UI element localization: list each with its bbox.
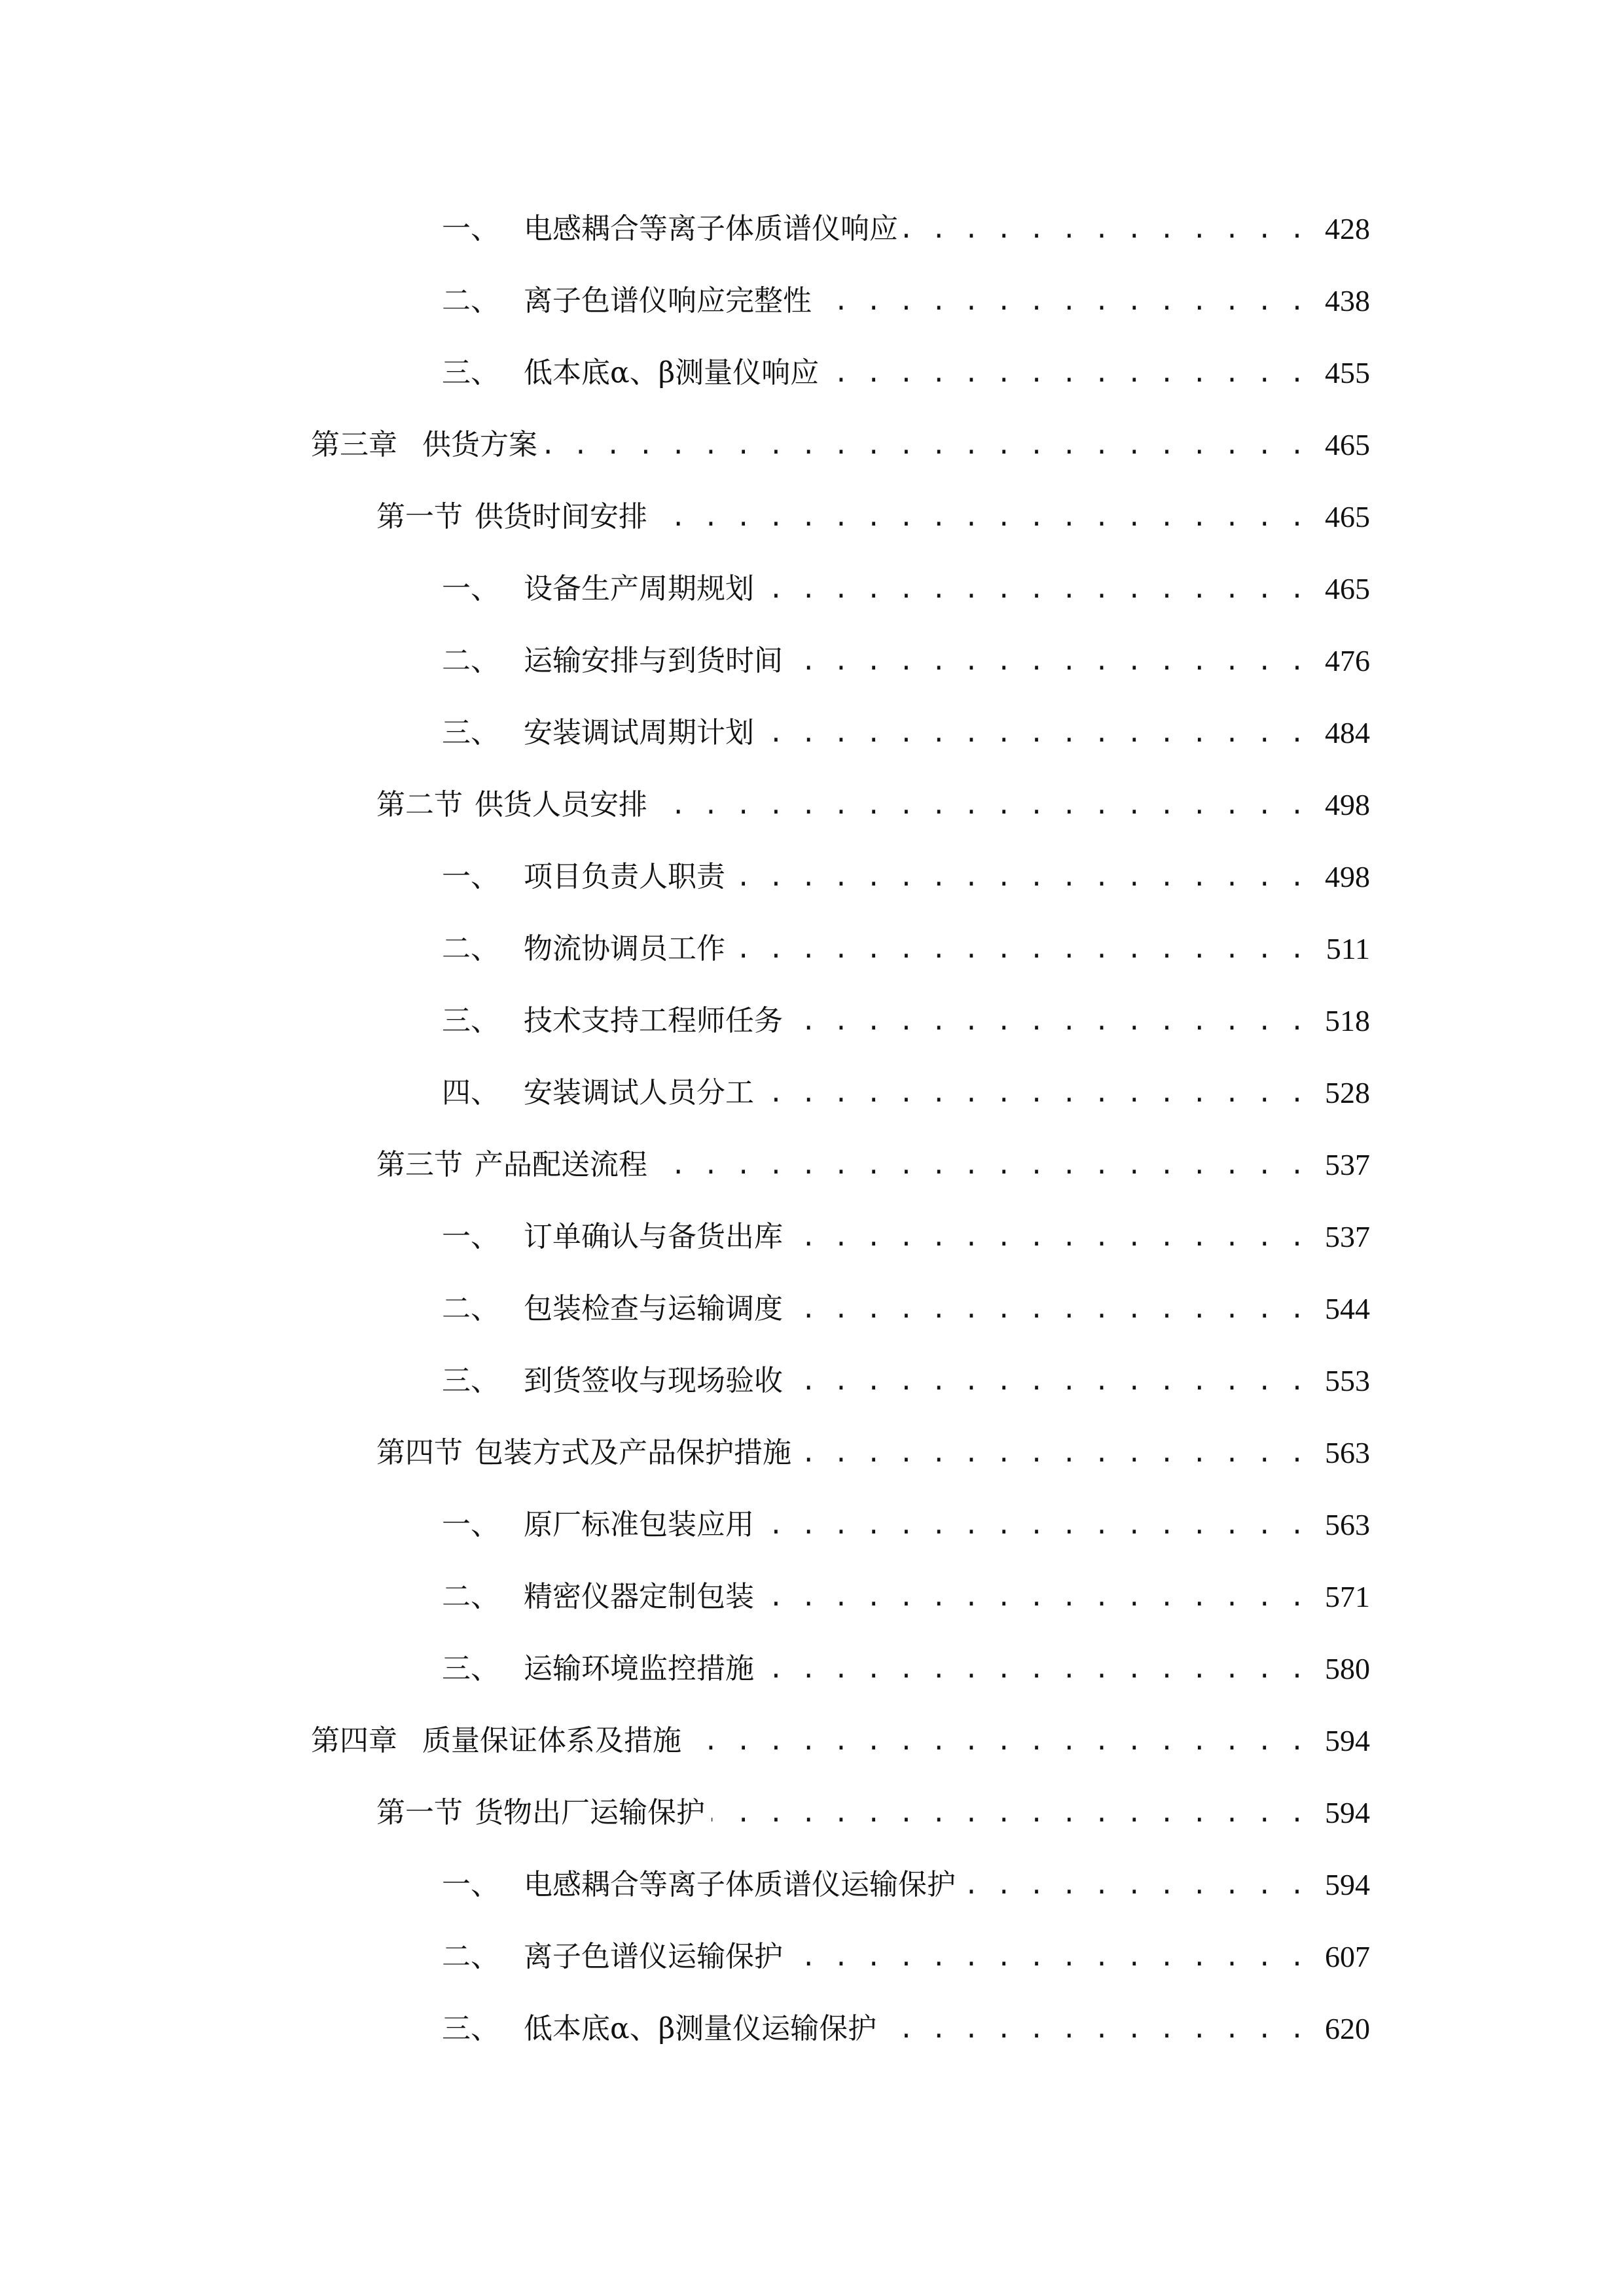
toc-entry-page: 571 <box>1325 1580 1370 1613</box>
toc-entry[interactable] <box>442 635 1370 687</box>
dot-leader <box>761 1571 1311 1623</box>
toc-entry-page: 563 <box>1325 1508 1370 1541</box>
toc-entry-title: 设备生产周期规划 <box>524 572 754 605</box>
toc-entry-number: 第三节 <box>376 1148 463 1181</box>
toc-entry[interactable] <box>442 1355 1370 1407</box>
toc-entry-number: 一、 <box>442 860 499 893</box>
toc-entry-number: 二、 <box>442 1940 499 1973</box>
toc-entry-page: 438 <box>1325 284 1370 317</box>
toc-entry-title: 产品配送流程 <box>475 1148 647 1181</box>
toc-entry-page: 563 <box>1325 1436 1370 1469</box>
toc-entry-page: 498 <box>1325 788 1370 821</box>
toc-entry-number: 第四节 <box>376 1436 463 1469</box>
toc-entry[interactable] <box>376 779 1370 831</box>
toc-entry[interactable] <box>442 1931 1370 1983</box>
toc-entry-title: 低本底α、β测量仪响应 <box>524 356 820 389</box>
dot-leader <box>789 1931 1311 1983</box>
toc-entry[interactable] <box>442 1859 1370 1911</box>
dot-leader <box>825 347 1311 399</box>
toc-entry-title: 订单确认与备货出库 <box>524 1220 783 1253</box>
toc-entry[interactable] <box>442 1499 1370 1551</box>
toc-entry[interactable] <box>376 1787 1370 1839</box>
toc-entry-number: 一、 <box>442 572 499 605</box>
toc-entry-page: 544 <box>1325 1292 1370 1325</box>
dot-leader <box>761 1067 1311 1119</box>
toc-entry-page: 594 <box>1325 1868 1370 1901</box>
toc-entry-page: 511 <box>1326 932 1370 965</box>
toc-entry-page: 484 <box>1325 716 1370 749</box>
toc-entry-number: 三、 <box>442 2012 499 2045</box>
toc-entry[interactable] <box>442 707 1370 759</box>
dot-leader <box>654 491 1311 543</box>
toc-entry-title: 包装方式及产品保护措施 <box>475 1436 791 1469</box>
toc-entry-title: 包装检查与运输调度 <box>524 1292 783 1325</box>
toc-entry[interactable] <box>442 1643 1370 1695</box>
toc-entry-number: 第三章 <box>311 428 397 461</box>
toc-entry-title: 离子色谱仪运输保护 <box>524 1940 783 1973</box>
toc-entry-number: 第一节 <box>376 1796 463 1829</box>
toc-entry-title: 原厂标准包装应用 <box>524 1508 754 1541</box>
toc-entry-page: 553 <box>1325 1364 1370 1397</box>
toc-entry-title: 电感耦合等离子体质谱仪响应 <box>524 212 898 245</box>
toc-entry-number: 一、 <box>442 1220 499 1253</box>
toc-entry[interactable] <box>376 491 1370 543</box>
toc-entry-page: 580 <box>1325 1652 1370 1685</box>
toc-entry-number: 第二节 <box>376 788 463 821</box>
toc-entry-title: 货物出厂运输保护 <box>475 1796 705 1829</box>
toc-entry-page: 465 <box>1325 572 1370 605</box>
toc-entry-page: 607 <box>1325 1940 1370 1973</box>
toc-entry-number: 第四章 <box>311 1724 397 1757</box>
dot-leader <box>732 851 1311 903</box>
toc-entry-page: 620 <box>1325 2012 1370 2045</box>
dot-leader <box>789 1283 1311 1335</box>
toc-entry-number: 三、 <box>442 1004 499 1037</box>
toc-entry-number: 四、 <box>442 1076 499 1109</box>
toc-entry-number: 一、 <box>442 1508 499 1541</box>
toc-entry-title: 技术支持工程师任务 <box>524 1004 783 1037</box>
toc-entry[interactable] <box>442 203 1370 255</box>
toc-entry-number: 三、 <box>442 356 499 389</box>
toc-entry-number: 一、 <box>442 1868 499 1901</box>
toc-entry[interactable] <box>442 923 1370 975</box>
toc-entry[interactable] <box>376 1427 1370 1479</box>
toc-entry-page: 537 <box>1325 1148 1370 1181</box>
toc-entry-number: 二、 <box>442 284 499 317</box>
dot-leader <box>818 275 1311 327</box>
dot-leader <box>962 1859 1311 1911</box>
toc-entry-page: 476 <box>1325 644 1370 677</box>
dot-leader <box>654 779 1311 831</box>
dot-leader <box>761 1499 1311 1551</box>
toc-entry-title: 低本底α、β测量仪运输保护 <box>524 2012 877 2045</box>
toc-entry[interactable] <box>376 1139 1370 1191</box>
toc-entry[interactable] <box>442 1211 1370 1263</box>
toc-entry-number: 第一节 <box>376 500 463 533</box>
toc-entry[interactable] <box>442 1283 1370 1335</box>
toc-entry[interactable] <box>442 347 1370 399</box>
toc-entry-title: 供货时间安排 <box>475 500 647 533</box>
toc-entry-title: 供货方案 <box>422 428 537 461</box>
toc-entry-number: 三、 <box>442 1652 499 1685</box>
toc-entry-number: 二、 <box>442 1292 499 1325</box>
dot-leader <box>789 635 1311 687</box>
dot-leader <box>654 1139 1311 1191</box>
toc-entry-page: 465 <box>1325 428 1370 461</box>
toc-entry[interactable] <box>442 2003 1370 2055</box>
dot-leader <box>688 1715 1311 1767</box>
dot-leader <box>761 1643 1311 1695</box>
toc-entry-title: 离子色谱仪响应完整性 <box>524 284 812 317</box>
dot-leader <box>732 923 1311 975</box>
toc-entry-number: 三、 <box>442 1364 499 1397</box>
dot-leader <box>712 1787 1311 1839</box>
toc-entry-page: 498 <box>1325 860 1370 893</box>
toc-entry-title: 质量保证体系及措施 <box>422 1724 681 1757</box>
dot-leader <box>544 419 1311 471</box>
toc-entry-page: 594 <box>1325 1724 1370 1757</box>
toc-entry-page: 537 <box>1325 1220 1370 1253</box>
toc-entry-page: 465 <box>1325 500 1370 533</box>
toc-entry[interactable] <box>442 1067 1370 1119</box>
toc-entry[interactable] <box>311 1715 1370 1767</box>
toc-entry-title: 安装调试人员分工 <box>524 1076 754 1109</box>
toc-entry-title: 电感耦合等离子体质谱仪运输保护 <box>524 1868 956 1901</box>
toc-entry-page: 428 <box>1325 212 1370 245</box>
toc-entry-title: 到货签收与现场验收 <box>524 1364 783 1397</box>
dot-leader <box>789 1355 1311 1407</box>
dot-leader <box>789 1211 1311 1263</box>
dot-leader <box>789 995 1311 1047</box>
toc-entry-title: 物流协调员工作 <box>524 932 725 965</box>
toc-entry-page: 594 <box>1325 1796 1370 1829</box>
toc-entry[interactable] <box>442 995 1370 1047</box>
toc-entry[interactable] <box>442 563 1370 615</box>
toc-entry[interactable] <box>442 1571 1370 1623</box>
toc-entry-page: 528 <box>1325 1076 1370 1109</box>
toc-entry-title: 运输安排与到货时间 <box>524 644 783 677</box>
toc-entry-page: 518 <box>1325 1004 1370 1037</box>
dot-leader <box>761 563 1311 615</box>
toc-entry-number: 三、 <box>442 716 499 749</box>
toc-entry-number: 二、 <box>442 932 499 965</box>
dot-leader <box>761 707 1311 759</box>
dot-leader <box>883 2003 1311 2055</box>
dot-leader <box>905 203 1311 255</box>
dot-leader <box>798 1427 1311 1479</box>
toc-entry-number: 二、 <box>442 644 499 677</box>
toc-entry-page: 455 <box>1325 356 1370 389</box>
toc-entry-number: 一、 <box>442 212 499 245</box>
toc-entry-number: 二、 <box>442 1580 499 1613</box>
toc-entry-title: 供货人员安排 <box>475 788 647 821</box>
toc-entry-title: 安装调试周期计划 <box>524 716 754 749</box>
toc-entry-title: 项目负责人职责 <box>524 860 725 893</box>
toc-entry[interactable] <box>442 275 1370 327</box>
toc-entry-title: 精密仪器定制包装 <box>524 1580 754 1613</box>
toc-entry[interactable] <box>442 851 1370 903</box>
toc-entry[interactable] <box>311 419 1370 471</box>
toc-entry-title: 运输环境监控措施 <box>524 1652 754 1685</box>
